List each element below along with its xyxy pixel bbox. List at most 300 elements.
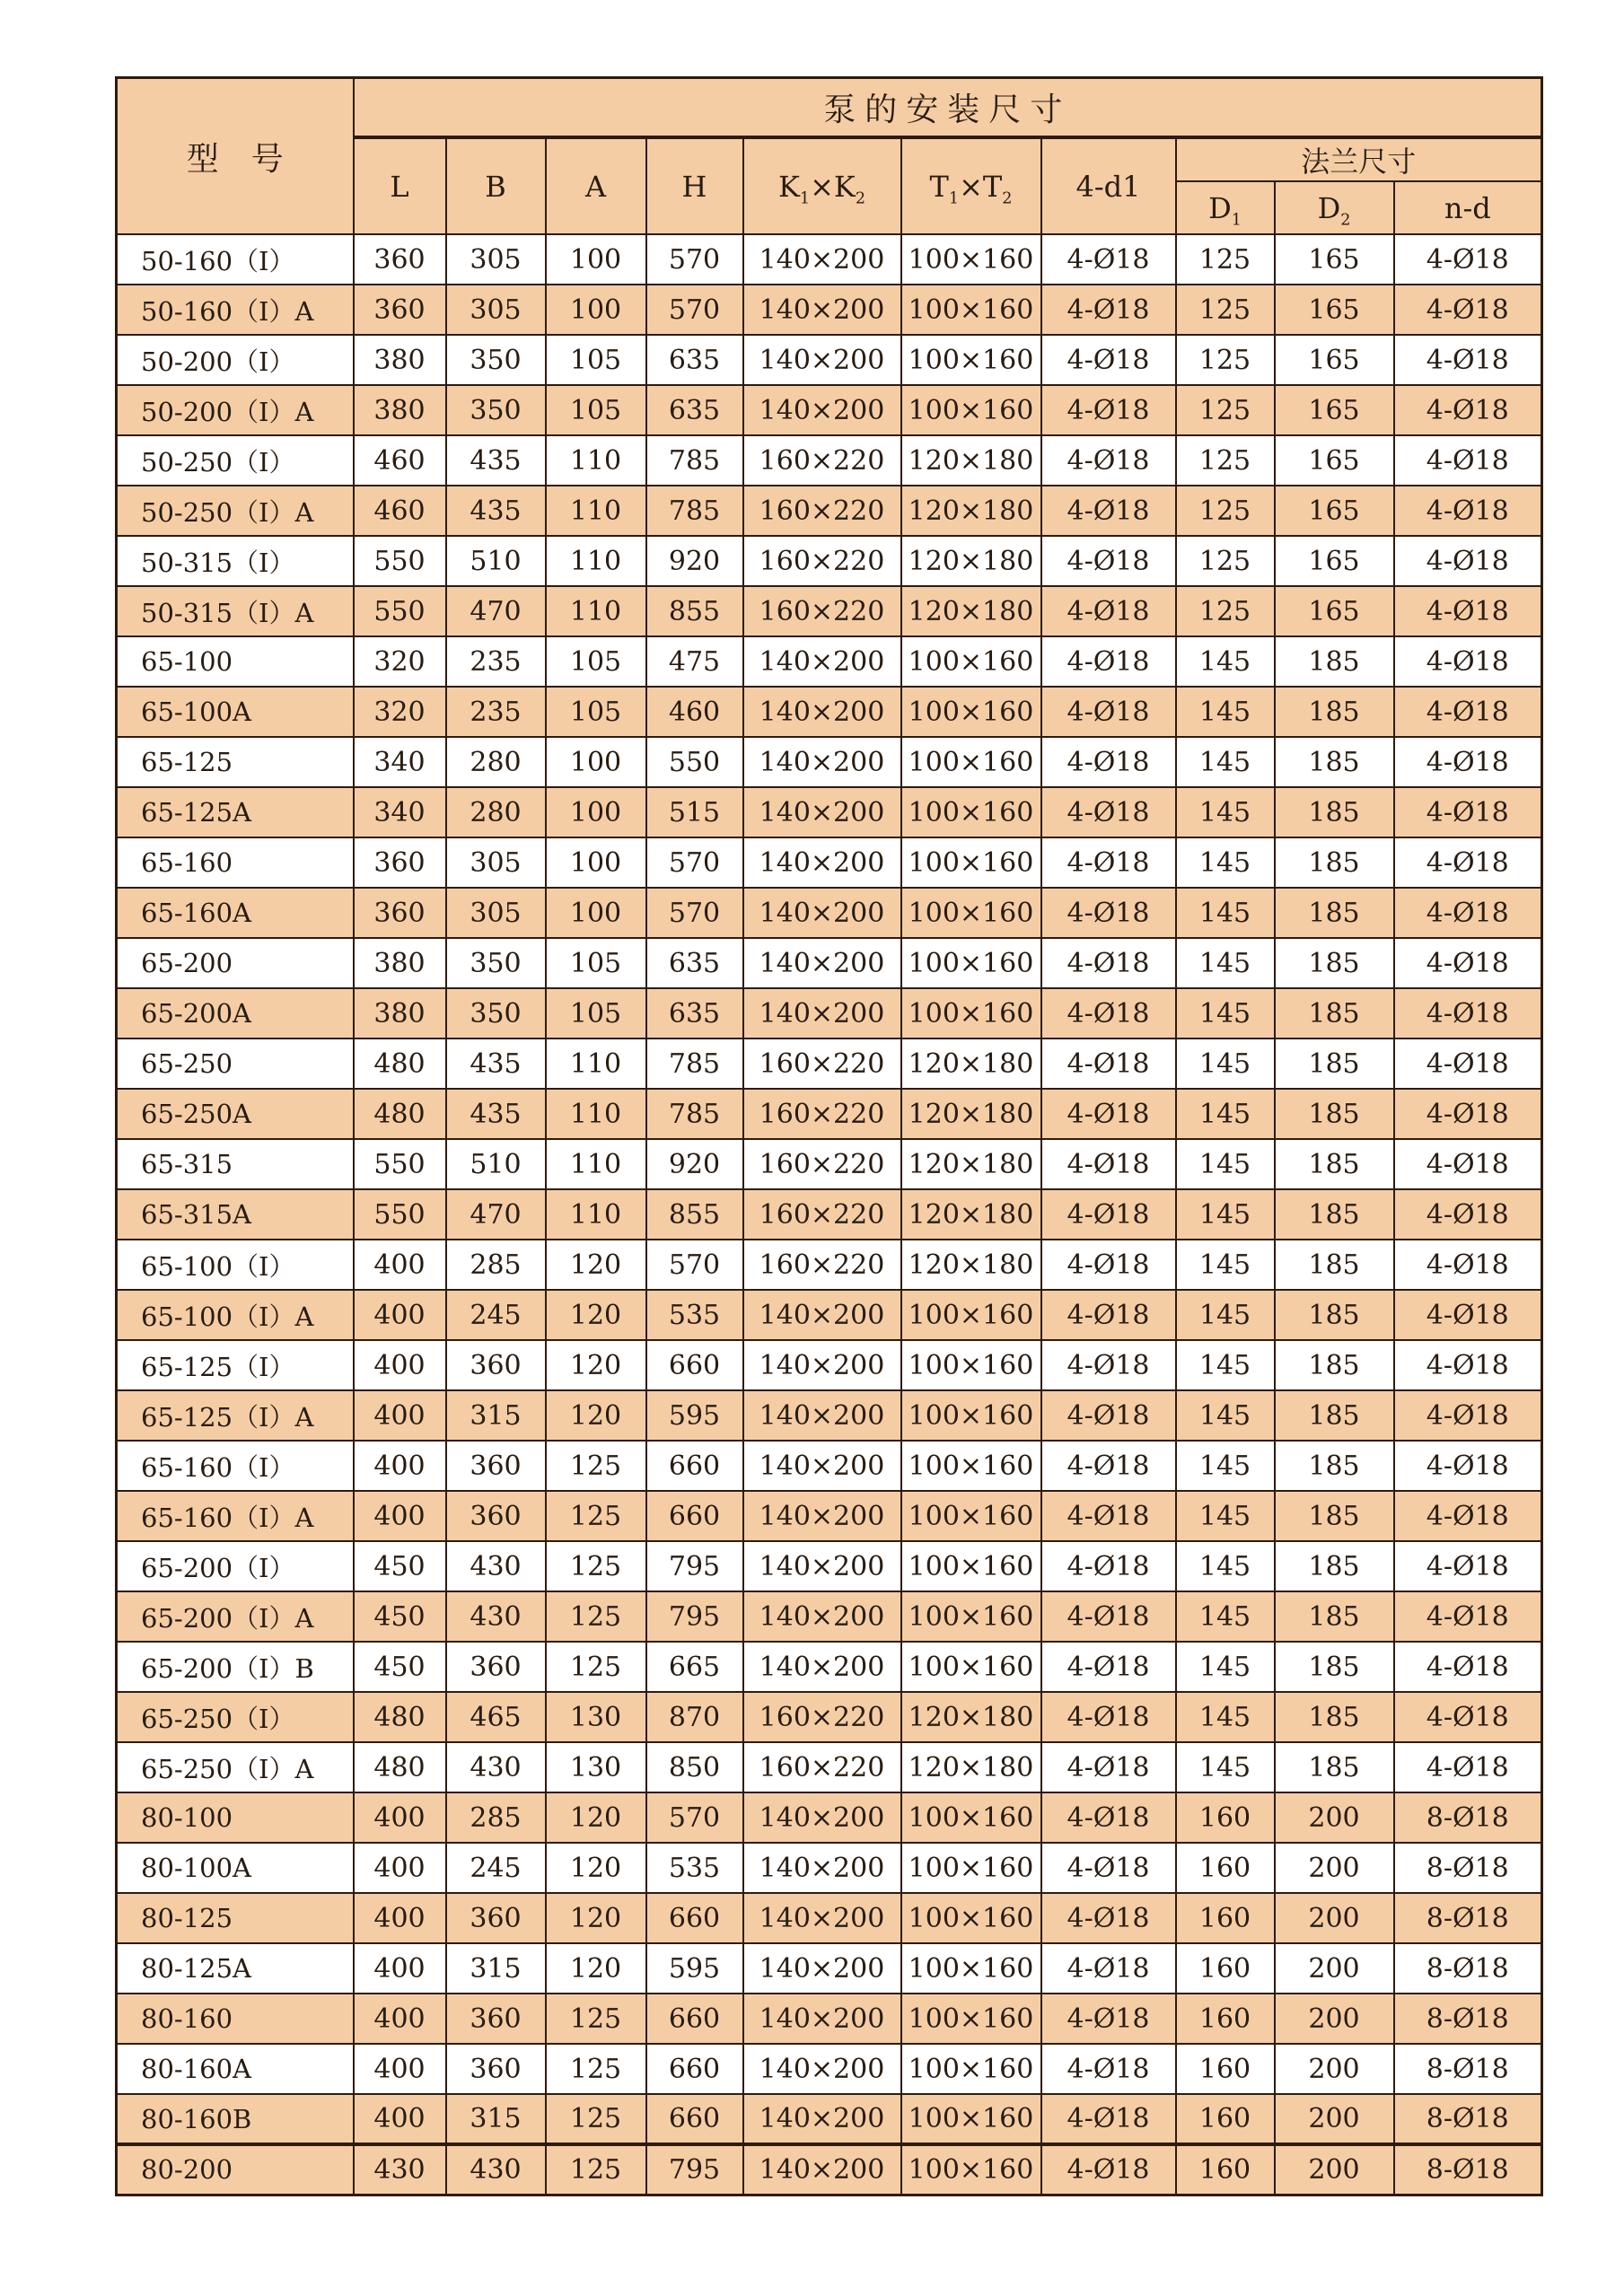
cell-A: 100 [546, 737, 646, 787]
cell-B: 350 [446, 385, 546, 435]
cell-model: 50-315（I） [117, 536, 354, 586]
cell-4d1: 4-Ø18 [1041, 486, 1176, 536]
cell-nd: 4-Ø18 [1394, 285, 1542, 335]
cell-4d1: 4-Ø18 [1041, 1994, 1176, 2044]
cell-H: 635 [646, 938, 743, 988]
cell-k1xk2: 140×200 [743, 335, 901, 385]
cell-d2-flange: 200 [1275, 1994, 1394, 2044]
cell-nd: 4-Ø18 [1394, 435, 1542, 486]
cell-d1-flange: 125 [1176, 385, 1275, 435]
cell-H: 635 [646, 385, 743, 435]
cell-B: 285 [446, 1240, 546, 1290]
cell-d2-flange: 185 [1275, 1038, 1394, 1089]
cell-B: 360 [446, 1441, 546, 1491]
cell-t1xt2: 100×160 [901, 2144, 1041, 2195]
cell-L: 480 [354, 1089, 446, 1139]
cell-L: 400 [354, 1390, 446, 1441]
cell-t1xt2: 100×160 [901, 938, 1041, 988]
cell-d2-flange: 185 [1275, 1290, 1394, 1340]
cell-model: 65-160（I）A [117, 1491, 354, 1541]
cell-L: 550 [354, 1189, 446, 1240]
cell-t1xt2: 120×180 [901, 1038, 1041, 1089]
cell-k1xk2: 160×220 [743, 435, 901, 486]
cell-d1-flange: 145 [1176, 888, 1275, 938]
cell-B: 430 [446, 1541, 546, 1591]
cell-t1xt2: 100×160 [901, 1441, 1041, 1491]
cell-d2-flange: 185 [1275, 888, 1394, 938]
table-row [117, 787, 1542, 837]
cell-4d1: 4-Ø18 [1041, 1491, 1176, 1541]
cell-k1xk2: 140×200 [743, 837, 901, 888]
cell-L: 480 [354, 1692, 446, 1742]
cell-A: 125 [546, 2044, 646, 2094]
cell-L: 400 [354, 1994, 446, 2044]
cell-d2-flange: 165 [1275, 486, 1394, 536]
cell-A: 120 [546, 1290, 646, 1340]
cell-d1-flange: 125 [1176, 285, 1275, 335]
cell-A: 100 [546, 888, 646, 938]
cell-B: 315 [446, 1390, 546, 1441]
cell-k1xk2: 160×220 [743, 1189, 901, 1240]
cell-d1-flange: 145 [1176, 1692, 1275, 1742]
table-row [117, 285, 1542, 335]
cell-A: 110 [546, 1189, 646, 1240]
cell-A: 105 [546, 938, 646, 988]
cell-model: 80-160B [117, 2094, 354, 2144]
cell-k1xk2: 140×200 [743, 1340, 901, 1390]
cell-t1xt2: 100×160 [901, 335, 1041, 385]
cell-t1xt2: 120×180 [901, 1240, 1041, 1290]
cell-k1xk2: 160×220 [743, 586, 901, 636]
cell-L: 550 [354, 1139, 446, 1189]
cell-L: 380 [354, 335, 446, 385]
cell-H: 660 [646, 1441, 743, 1491]
cell-nd: 8-Ø18 [1394, 1893, 1542, 1943]
cell-4d1: 4-Ø18 [1041, 1441, 1176, 1491]
table-row [117, 234, 1542, 285]
cell-model: 65-200（I） [117, 1541, 354, 1591]
cell-t1xt2: 100×160 [901, 888, 1041, 938]
table-row [117, 1591, 1542, 1642]
cell-B: 305 [446, 888, 546, 938]
cell-4d1: 4-Ø18 [1041, 1089, 1176, 1139]
cell-d2-flange: 185 [1275, 1390, 1394, 1441]
cell-nd: 4-Ø18 [1394, 586, 1542, 636]
cell-model: 50-160（I）A [117, 285, 354, 335]
table-row [117, 837, 1542, 888]
cell-H: 855 [646, 1189, 743, 1240]
cell-d2-flange: 185 [1275, 1340, 1394, 1390]
cell-d2-flange: 200 [1275, 1943, 1394, 1994]
cell-B: 245 [446, 1843, 546, 1893]
cell-k1xk2: 140×200 [743, 888, 901, 938]
cell-B: 350 [446, 938, 546, 988]
cell-model: 65-160A [117, 888, 354, 938]
cell-t1xt2: 100×160 [901, 1893, 1041, 1943]
cell-A: 100 [546, 285, 646, 335]
cell-A: 120 [546, 1843, 646, 1893]
cell-H: 660 [646, 2044, 743, 2094]
cell-t1xt2: 120×180 [901, 1692, 1041, 1742]
cell-4d1: 4-Ø18 [1041, 285, 1176, 335]
cell-k1xk2: 140×200 [743, 1893, 901, 1943]
cell-L: 400 [354, 1792, 446, 1843]
cell-L: 400 [354, 1340, 446, 1390]
cell-d2-flange: 185 [1275, 1642, 1394, 1692]
cell-d2-flange: 185 [1275, 1742, 1394, 1792]
table-row [117, 988, 1542, 1038]
header-col-H: H [646, 137, 743, 234]
cell-k1xk2: 140×200 [743, 636, 901, 687]
cell-d2-flange: 200 [1275, 2144, 1394, 2195]
cell-d1-flange: 160 [1176, 1994, 1275, 2044]
cell-d1-flange: 125 [1176, 335, 1275, 385]
cell-d2-flange: 165 [1275, 536, 1394, 586]
cell-4d1: 4-Ø18 [1041, 1893, 1176, 1943]
cell-t1xt2: 100×160 [901, 2094, 1041, 2144]
cell-4d1: 4-Ø18 [1041, 1290, 1176, 1340]
cell-B: 430 [446, 1591, 546, 1642]
cell-A: 125 [546, 1441, 646, 1491]
cell-t1xt2: 100×160 [901, 988, 1041, 1038]
cell-t1xt2: 100×160 [901, 1994, 1041, 2044]
cell-4d1: 4-Ø18 [1041, 787, 1176, 837]
cell-t1xt2: 120×180 [901, 435, 1041, 486]
cell-k1xk2: 140×200 [743, 1491, 901, 1541]
table-row [117, 1189, 1542, 1240]
cell-nd: 4-Ø18 [1394, 636, 1542, 687]
table-row [117, 1541, 1542, 1591]
cell-k1xk2: 140×200 [743, 2044, 901, 2094]
cell-k1xk2: 160×220 [743, 1742, 901, 1792]
cell-nd: 8-Ø18 [1394, 2044, 1542, 2094]
cell-L: 450 [354, 1541, 446, 1591]
cell-d1-flange: 145 [1176, 1139, 1275, 1189]
cell-B: 285 [446, 1792, 546, 1843]
cell-d1-flange: 125 [1176, 536, 1275, 586]
cell-d2-flange: 165 [1275, 335, 1394, 385]
cell-nd: 8-Ø18 [1394, 1843, 1542, 1893]
cell-d1-flange: 145 [1176, 1240, 1275, 1290]
cell-k1xk2: 160×220 [743, 1089, 901, 1139]
table-row [117, 687, 1542, 737]
cell-B: 435 [446, 486, 546, 536]
cell-t1xt2: 100×160 [901, 1491, 1041, 1541]
cell-model: 65-125 [117, 737, 354, 787]
header-flange-title: 法兰尺寸 [1176, 137, 1542, 181]
cell-A: 120 [546, 1390, 646, 1441]
cell-H: 855 [646, 586, 743, 636]
cell-L: 400 [354, 1240, 446, 1290]
cell-L: 400 [354, 1893, 446, 1943]
cell-k1xk2: 160×220 [743, 1692, 901, 1742]
cell-d2-flange: 185 [1275, 737, 1394, 787]
cell-H: 595 [646, 1390, 743, 1441]
cell-B: 470 [446, 1189, 546, 1240]
cell-d1-flange: 160 [1176, 1843, 1275, 1893]
cell-d2-flange: 185 [1275, 636, 1394, 687]
cell-A: 110 [546, 435, 646, 486]
cell-H: 785 [646, 435, 743, 486]
table-row [117, 385, 1542, 435]
cell-model: 65-125（I） [117, 1340, 354, 1390]
cell-d1-flange: 145 [1176, 1089, 1275, 1139]
cell-model: 65-200（I）B [117, 1642, 354, 1692]
cell-k1xk2: 140×200 [743, 1290, 901, 1340]
table-row [117, 586, 1542, 636]
cell-nd: 4-Ø18 [1394, 938, 1542, 988]
cell-H: 785 [646, 486, 743, 536]
cell-L: 360 [354, 888, 446, 938]
cell-4d1: 4-Ø18 [1041, 1390, 1176, 1441]
cell-model: 65-160 [117, 837, 354, 888]
cell-k1xk2: 140×200 [743, 1943, 901, 1994]
cell-model: 80-125 [117, 1893, 354, 1943]
cell-4d1: 4-Ø18 [1041, 1189, 1176, 1240]
cell-k1xk2: 140×200 [743, 1390, 901, 1441]
cell-k1xk2: 140×200 [743, 1994, 901, 2044]
cell-d2-flange: 185 [1275, 787, 1394, 837]
cell-d1-flange: 125 [1176, 486, 1275, 536]
cell-model: 65-160（I） [117, 1441, 354, 1491]
cell-d1-flange: 145 [1176, 1742, 1275, 1792]
cell-4d1: 4-Ø18 [1041, 1139, 1176, 1189]
cell-A: 105 [546, 988, 646, 1038]
cell-4d1: 4-Ø18 [1041, 888, 1176, 938]
header-col-k1xk2: $K_1\times K_2$ [743, 137, 901, 234]
cell-k1xk2: 140×200 [743, 1591, 901, 1642]
cell-model: 65-250（I）A [117, 1742, 354, 1792]
cell-model: 65-125A [117, 787, 354, 837]
header-group-title: 泵的安装尺寸 [354, 78, 1542, 138]
cell-H: 570 [646, 234, 743, 285]
table-row [117, 335, 1542, 385]
cell-k1xk2: 160×220 [743, 536, 901, 586]
cell-H: 475 [646, 636, 743, 687]
cell-A: 125 [546, 1491, 646, 1541]
cell-d1-flange: 160 [1176, 1792, 1275, 1843]
cell-d2-flange: 185 [1275, 1189, 1394, 1240]
cell-A: 120 [546, 1792, 646, 1843]
cell-d2-flange: 185 [1275, 1240, 1394, 1290]
cell-4d1: 4-Ø18 [1041, 586, 1176, 636]
cell-d1-flange: 160 [1176, 2094, 1275, 2144]
cell-nd: 4-Ø18 [1394, 536, 1542, 586]
cell-4d1: 4-Ø18 [1041, 1692, 1176, 1742]
table-row [117, 1893, 1542, 1943]
cell-4d1: 4-Ø18 [1041, 636, 1176, 687]
cell-d2-flange: 185 [1275, 1591, 1394, 1642]
cell-L: 320 [354, 636, 446, 687]
cell-t1xt2: 120×180 [901, 1189, 1041, 1240]
cell-4d1: 4-Ø18 [1041, 1038, 1176, 1089]
cell-H: 635 [646, 335, 743, 385]
cell-L: 400 [354, 1491, 446, 1541]
cell-d1-flange: 145 [1176, 1290, 1275, 1340]
cell-B: 305 [446, 285, 546, 335]
header-col-d2: $D_2$ [1275, 181, 1394, 234]
cell-H: 660 [646, 1994, 743, 2044]
cell-model: 65-100 [117, 636, 354, 687]
cell-L: 400 [354, 1843, 446, 1893]
cell-model: 65-200 [117, 938, 354, 988]
cell-nd: 4-Ø18 [1394, 1441, 1542, 1491]
cell-model: 80-125A [117, 1943, 354, 1994]
cell-k1xk2: 140×200 [743, 687, 901, 737]
table-row [117, 888, 1542, 938]
cell-d2-flange: 185 [1275, 938, 1394, 988]
table-row [117, 1843, 1542, 1893]
cell-t1xt2: 100×160 [901, 1340, 1041, 1390]
table-row [117, 1491, 1542, 1541]
cell-t1xt2: 100×160 [901, 1541, 1041, 1591]
cell-L: 550 [354, 586, 446, 636]
cell-k1xk2: 140×200 [743, 1843, 901, 1893]
cell-t1xt2: 100×160 [901, 1290, 1041, 1340]
cell-nd: 4-Ø18 [1394, 1390, 1542, 1441]
cell-B: 360 [446, 1340, 546, 1390]
cell-B: 435 [446, 1038, 546, 1089]
cell-t1xt2: 100×160 [901, 1642, 1041, 1692]
cell-4d1: 4-Ø18 [1041, 837, 1176, 888]
cell-A: 110 [546, 1038, 646, 1089]
cell-t1xt2: 100×160 [901, 385, 1041, 435]
cell-k1xk2: 140×200 [743, 1541, 901, 1591]
cell-d2-flange: 185 [1275, 687, 1394, 737]
cell-nd: 4-Ø18 [1394, 1089, 1542, 1139]
header-col-L: L [354, 137, 446, 234]
cell-4d1: 4-Ø18 [1041, 1742, 1176, 1792]
cell-A: 125 [546, 1591, 646, 1642]
cell-d2-flange: 185 [1275, 988, 1394, 1038]
cell-d2-flange: 185 [1275, 1139, 1394, 1189]
cell-d2-flange: 200 [1275, 1893, 1394, 1943]
cell-H: 665 [646, 1642, 743, 1692]
cell-nd: 4-Ø18 [1394, 1189, 1542, 1240]
header-col-A: A [546, 137, 646, 234]
cell-B: 280 [446, 787, 546, 837]
cell-k1xk2: 140×200 [743, 385, 901, 435]
cell-d1-flange: 145 [1176, 737, 1275, 787]
cell-H: 785 [646, 1089, 743, 1139]
cell-t1xt2: 120×180 [901, 486, 1041, 536]
cell-nd: 8-Ø18 [1394, 1943, 1542, 1994]
table-row [117, 1441, 1542, 1491]
cell-k1xk2: 140×200 [743, 988, 901, 1038]
cell-model: 80-160A [117, 2044, 354, 2094]
cell-t1xt2: 100×160 [901, 1792, 1041, 1843]
cell-t1xt2: 120×180 [901, 1089, 1041, 1139]
cell-nd: 8-Ø18 [1394, 1994, 1542, 2044]
cell-H: 460 [646, 687, 743, 737]
cell-nd: 8-Ø18 [1394, 2144, 1542, 2195]
table-row [117, 1290, 1542, 1340]
cell-t1xt2: 100×160 [901, 2044, 1041, 2094]
cell-t1xt2: 120×180 [901, 1742, 1041, 1792]
cell-nd: 4-Ø18 [1394, 1290, 1542, 1340]
cell-4d1: 4-Ø18 [1041, 1642, 1176, 1692]
cell-A: 105 [546, 335, 646, 385]
cell-k1xk2: 140×200 [743, 234, 901, 285]
cell-d1-flange: 145 [1176, 687, 1275, 737]
cell-4d1: 4-Ø18 [1041, 385, 1176, 435]
cell-d1-flange: 145 [1176, 1541, 1275, 1591]
cell-nd: 4-Ø18 [1394, 486, 1542, 536]
table-row [117, 1038, 1542, 1089]
cell-nd: 4-Ø18 [1394, 385, 1542, 435]
cell-4d1: 4-Ø18 [1041, 687, 1176, 737]
cell-A: 120 [546, 1893, 646, 1943]
cell-B: 350 [446, 988, 546, 1038]
cell-L: 360 [354, 285, 446, 335]
table-row [117, 636, 1542, 687]
cell-t1xt2: 100×160 [901, 837, 1041, 888]
table-row [117, 435, 1542, 486]
cell-k1xk2: 160×220 [743, 486, 901, 536]
cell-d2-flange: 200 [1275, 2044, 1394, 2094]
cell-model: 65-250A [117, 1089, 354, 1139]
cell-A: 100 [546, 234, 646, 285]
cell-d1-flange: 145 [1176, 1340, 1275, 1390]
header-col-d1: $D_1$ [1176, 181, 1275, 234]
cell-A: 125 [546, 2094, 646, 2144]
cell-model: 50-250（I） [117, 435, 354, 486]
cell-t1xt2: 120×180 [901, 1139, 1041, 1189]
cell-d1-flange: 145 [1176, 1189, 1275, 1240]
cell-A: 130 [546, 1692, 646, 1742]
cell-d2-flange: 185 [1275, 1441, 1394, 1491]
cell-t1xt2: 100×160 [901, 285, 1041, 335]
cell-t1xt2: 100×160 [901, 1943, 1041, 1994]
cell-H: 570 [646, 1240, 743, 1290]
table-row [117, 1994, 1542, 2044]
cell-nd: 4-Ø18 [1394, 837, 1542, 888]
pump-installation-dimensions-table [115, 76, 1543, 2196]
cell-t1xt2: 100×160 [901, 1591, 1041, 1642]
cell-H: 795 [646, 2144, 743, 2195]
cell-d1-flange: 160 [1176, 1893, 1275, 1943]
cell-4d1: 4-Ø18 [1041, 2144, 1176, 2195]
cell-L: 340 [354, 787, 446, 837]
cell-t1xt2: 100×160 [901, 636, 1041, 687]
cell-4d1: 4-Ø18 [1041, 1792, 1176, 1843]
cell-B: 465 [446, 1692, 546, 1742]
cell-4d1: 4-Ø18 [1041, 988, 1176, 1038]
cell-d2-flange: 165 [1275, 285, 1394, 335]
table-row [117, 536, 1542, 586]
cell-4d1: 4-Ø18 [1041, 335, 1176, 385]
cell-nd: 4-Ø18 [1394, 888, 1542, 938]
cell-L: 400 [354, 1441, 446, 1491]
header-col-nd: n-d [1394, 181, 1542, 234]
cell-4d1: 4-Ø18 [1041, 1943, 1176, 1994]
cell-model: 80-160 [117, 1994, 354, 2044]
cell-4d1: 4-Ø18 [1041, 2044, 1176, 2094]
cell-L: 400 [354, 1943, 446, 1994]
cell-d1-flange: 125 [1176, 586, 1275, 636]
cell-t1xt2: 100×160 [901, 1843, 1041, 1893]
cell-model: 50-250（I）A [117, 486, 354, 536]
cell-model: 80-100A [117, 1843, 354, 1893]
table-row [117, 1943, 1542, 1994]
table-row [117, 2094, 1542, 2144]
cell-d2-flange: 200 [1275, 1843, 1394, 1893]
cell-H: 920 [646, 1139, 743, 1189]
cell-L: 430 [354, 2144, 446, 2195]
cell-L: 360 [354, 234, 446, 285]
cell-4d1: 4-Ø18 [1041, 536, 1176, 586]
cell-L: 400 [354, 2094, 446, 2144]
